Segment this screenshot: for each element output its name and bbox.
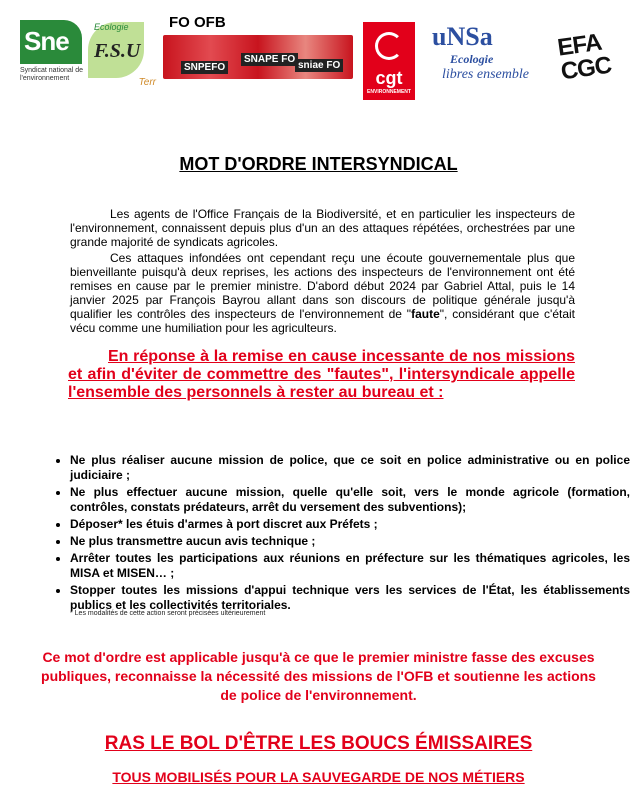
sub-slogan: TOUS MOBILISÉS POUR LA SAUVEGARDE DE NOS MÉTIERS xyxy=(112,769,525,785)
efa-logo-line1: EFA xyxy=(555,28,603,62)
snape-fo-badge: SNAPE FO xyxy=(241,53,298,66)
unsa-logo-text: uNSa xyxy=(432,22,493,51)
efa-logo-line2: CGC xyxy=(559,51,613,86)
unsa-logo xyxy=(432,22,542,100)
condition-statement: Ce mot d'ordre est applicable jusqu'à ce que le premier ministre fasse des excuses publiques, reconnaisse la nécessité des missions de l'OFB et soutienne les actions de police de l'environnement. xyxy=(41,649,596,703)
fsu-logo-text: F.S.U xyxy=(94,40,141,62)
bird-icon xyxy=(375,32,403,60)
cgt-logo-sub: ENVIRONNEMENT xyxy=(367,89,411,95)
efa-cgc-logo xyxy=(556,28,630,97)
fsu-logo-sub: Terr xyxy=(138,77,156,88)
sne-logo-text: Sne xyxy=(24,26,69,56)
cgt-logo-text: cgt xyxy=(375,68,403,88)
list-item: • Arrêter toutes les participations aux réunions en préfecture sur les thématiques agricoles, les MISA et MISEN… ; xyxy=(70,551,630,581)
actions-list xyxy=(18,453,630,615)
cgt-logo xyxy=(363,22,415,100)
snpefo-badge: SNPEFO xyxy=(181,61,228,74)
main-slogan: RAS LE BOL D'ÊTRE LES BOUCS ÉMISSAIRES xyxy=(104,733,533,754)
fsu-logo xyxy=(88,22,158,90)
unsa-logo-line1: Ecologie xyxy=(450,52,494,66)
context-paragraph: Ces attaques infondées ont cependant reçu une écoute gouvernementale plus que bienveillante puisqu'à deux reprises, les actions des inspecteurs de l'environnement ont été remises en cause par le premier ministre. D'abord début 2024 par Gabriel Attal, puis le 14 janvier 2025 par François Bayrou allant dans son discours de politique générale jusqu'à qualifier les contrôles des inspecteurs de l'environnement de "faute", considérant que c'était vécu comme une humiliation pour les agriculteurs. xyxy=(70,251,576,335)
fo-ofb-logo xyxy=(163,14,353,84)
fo-ofb-title: FO OFB xyxy=(169,14,226,31)
intro-paragraph: Les agents de l'Office Français de la Biodiversité, et en particulier les inspecteurs de l'environnement, connaissent depuis plus d'un an des attaques répétées, orchestrées par une grande majorité de syndicats agricoles. xyxy=(70,207,575,249)
fsu-logo-top: Ecologie xyxy=(94,22,129,32)
list-item: • Ne plus réaliser aucune mission de police, que ce soit en police administrative ou en police judiciaire ; xyxy=(70,453,630,483)
logo-banner xyxy=(0,8,637,104)
fo-ofb-banner xyxy=(163,35,353,79)
sniae-fo-badge: sniae FO xyxy=(295,59,343,72)
unsa-logo-line2: libres ensemble xyxy=(442,67,529,82)
sne-logo-subtitle: Syndicat national de l'environnement xyxy=(20,67,84,82)
sne-logo xyxy=(20,20,90,90)
footnote: * Les modalités de cette action seront précisées ultérieurement xyxy=(70,610,266,617)
list-item: • Déposer* les étuis d'armes à port discret aux Préfets ; xyxy=(70,517,630,532)
page-title: MOT D'ORDRE INTERSYNDICAL xyxy=(179,154,458,174)
list-item: • Ne plus transmettre aucun avis technique ; xyxy=(70,534,630,549)
list-item: • Stopper toutes les missions d'appui technique vers les services de l'État, les établissements publics et les collectivités territoriales. xyxy=(70,583,630,613)
list-item: • Ne plus effectuer aucune mission, quelle qu'elle soit, vers le monde agricole (formation, contrôles, constats prédateurs, arrêt du versement des subventions); xyxy=(70,485,630,515)
call-to-action: En réponse à la remise en cause incessante de nos missions et afin d'éviter de commettre des "fautes", l'intersyndicale appelle l'ensemble des personnels à rester au bureau et : xyxy=(68,348,575,401)
